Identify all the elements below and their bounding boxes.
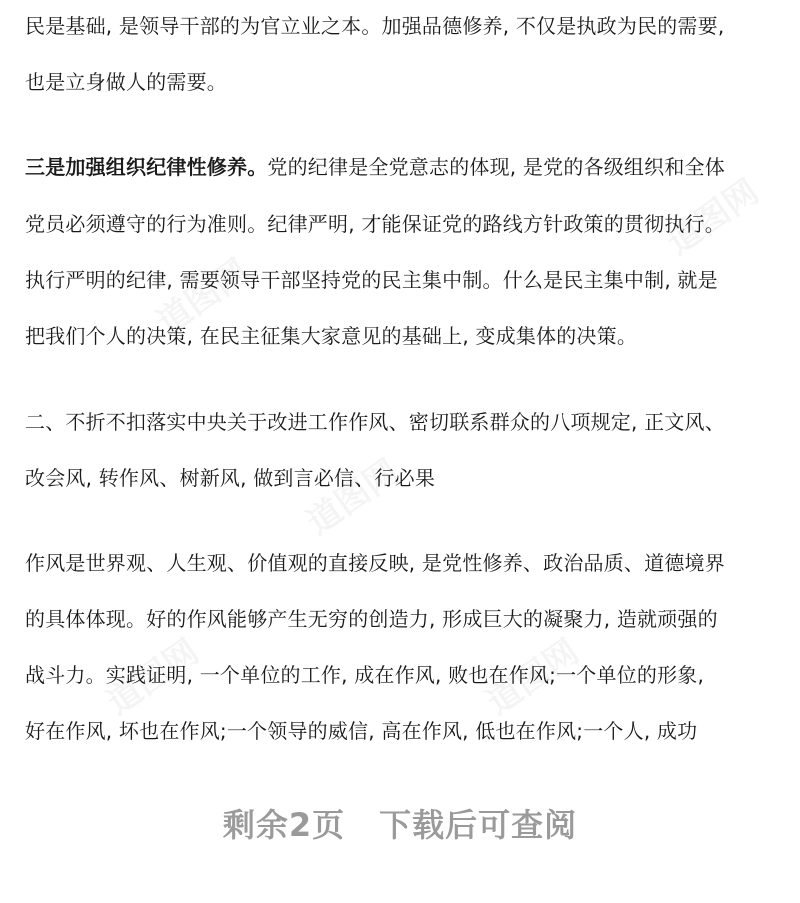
paragraph-line: 作风是世界观、人生观、价值观的直接反映, 是党性修养、政治品质、道德境界 — [25, 551, 725, 575]
download-hint-text: 下载后可查阅 — [379, 806, 578, 844]
section-heading: 三是加强组织纪律性修养。 — [25, 155, 268, 179]
paragraph-line: 的具体体现。好的作风能够产生无穷的创造力, 形成巨大的凝聚力, 造就顽强的 — [25, 607, 718, 631]
watermark — [295, 445, 407, 544]
paragraph-line: 好在作风, 坏也在作风;一个领导的威信, 高在作风, 低也在作风;一个人, 成功 — [25, 719, 698, 743]
paragraph-line: 执行严明的纪律, 需要领导干部坚持党的民主集中制。什么是民主集中制, 就是 — [25, 268, 718, 292]
remaining-pages-text: 剩余2页 — [222, 806, 346, 844]
paragraph-line — [25, 153, 785, 181]
paragraph-line: 二、不折不扣落实中央关于改进工作作风、密切联系群众的八项规定, 正文风、 — [25, 410, 725, 434]
paragraph-line: 民是基础, 是领导干部的为官立业之本。加强品德修养, 不仅是执政为民的需要, — [25, 14, 725, 38]
paragraph-line: 也是立身做人的需要。 — [25, 70, 227, 94]
paragraph-line: 改会风, 转作风、树新风, 做到言必信、行必果 — [25, 466, 436, 490]
paragraph-line: 战斗力。实践证明, 一个单位的工作, 成在作风, 败也在作风;一个单位的形象, — [25, 663, 705, 687]
paragraph-line: 把我们个人的决策, 在民主征集大家意见的基础上, 变成集体的决策。 — [25, 324, 638, 348]
paragraph-text: 党的纪律是全党意志的体现, 是党的各级组织和全体 — [267, 155, 725, 179]
paragraph-line: 党员必须遵守的行为准则。纪律严明, 才能保证党的路线方针政策的贯彻执行。 — [25, 212, 725, 236]
download-prompt[interactable] — [0, 805, 800, 845]
